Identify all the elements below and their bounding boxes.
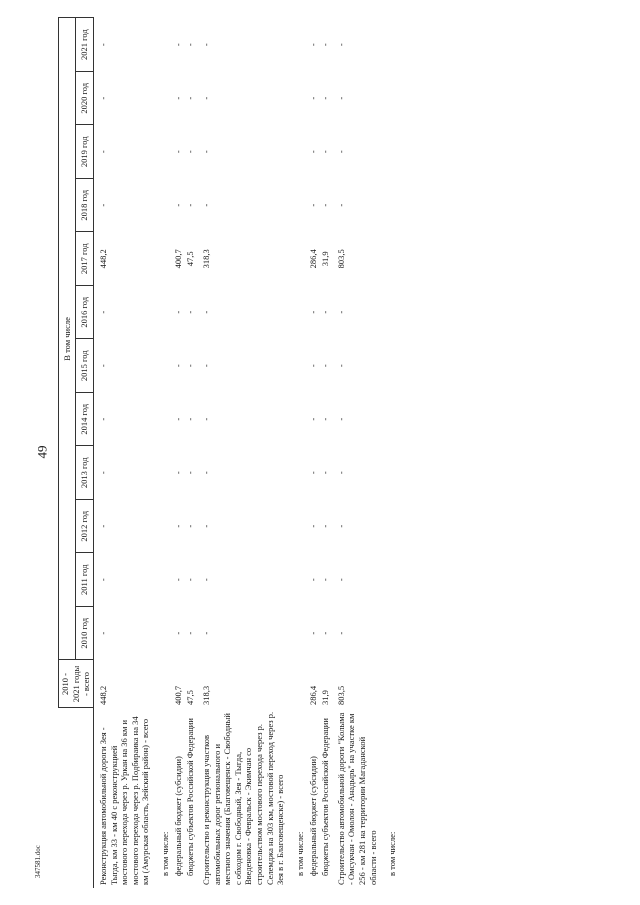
row-year-value: - [320,310,331,314]
row-year-value [287,339,307,393]
row-year-value [379,500,399,554]
row-year-value: - [335,364,346,368]
row-year-value [379,607,399,661]
row-year-value: - [185,578,196,582]
row-year-value: - [200,310,211,314]
row-year-value: - [185,203,196,207]
row-year-value [152,393,172,447]
row-year-value: - [200,417,211,421]
row-description: Строительство и реконструкция участков автомобильных дорог регионального и местного значения (Благовещенск - Свободный с обходом г. Свободный, Зея - Тыгда, Введеновка - Февральск - Экимчан со строительством мостового перехода через р. Селемджа на 303 км, мостовой переход через р. Зея в г. Благовещенске) - всего [200,711,286,885]
header-year: 2011 год [76,553,93,607]
row-year-value: - [200,631,211,635]
row-year-value: - [320,364,331,368]
row-year-value [287,125,307,179]
row-year-value [379,339,399,393]
table-header [59,18,94,888]
row-year-value: - [307,631,318,635]
row-year-value: - [200,96,211,100]
row-year-value: - [97,203,108,207]
row-year-value: - [307,578,318,582]
row-year-value: - [185,96,196,100]
row-year-value: - [307,364,318,368]
header-year: 2021 год [76,18,93,72]
table-row [307,18,320,888]
row-year-value: - [335,578,346,582]
table-row [152,18,172,888]
row-year-value [152,179,172,233]
row-year-value: - [307,524,318,528]
row-year-value: - [320,417,331,421]
row-year-value [379,18,399,72]
row-year-value: - [200,43,211,47]
row-year-value [152,553,172,607]
row-year-value: - [307,310,318,314]
header-year: 2014 год [76,393,93,447]
row-total: 400,7 [172,685,183,705]
row-year-value [152,339,172,393]
row-year-value: - [185,417,196,421]
document-id: 347581.doc [34,845,42,878]
row-year-value [287,607,307,661]
row-year-value: - [172,631,183,635]
row-year-value: - [172,364,183,368]
row-year-value: - [185,364,196,368]
row-year-value: - [335,631,346,635]
row-year-value [287,232,307,286]
row-total [379,660,399,708]
table-row [184,18,197,888]
row-year-value: - [200,524,211,528]
row-year-value: 318,3 [200,249,211,269]
row-year-value [379,179,399,233]
row-year-value [379,125,399,179]
row-year-value [287,286,307,340]
row-total: 448,2 [97,685,108,705]
row-year-value: - [320,471,331,475]
row-year-value: - [97,310,108,314]
row-year-value: - [97,631,108,635]
row-year-value: - [307,417,318,421]
row-year-value [287,500,307,554]
row-year-value: - [185,150,196,154]
header-year: 2013 год [76,446,93,500]
row-year-value: - [320,631,331,635]
row-year-value [379,393,399,447]
header-year: 2012 год [76,500,93,554]
row-year-value: - [200,203,211,207]
row-year-value [379,72,399,126]
row-year-value [152,72,172,126]
header-year: 2017 год [76,232,93,286]
row-total [287,660,307,708]
table-row [172,18,185,888]
row-year-value: - [172,203,183,207]
row-year-value: - [320,150,331,154]
table-body [93,18,399,888]
row-year-value: - [97,524,108,528]
row-year-value: - [320,578,331,582]
row-year-value [287,446,307,500]
row-year-value: - [97,43,108,47]
row-year-value: - [307,150,318,154]
rotated-table-container [58,18,618,888]
header-description [59,708,94,888]
row-description: федеральный бюджет (субсидии) [172,756,183,876]
row-year-value: - [320,203,331,207]
row-year-value: - [307,203,318,207]
row-total: 803,5 [335,685,346,705]
row-description: в том числе: [387,831,398,876]
table-row [379,18,399,888]
row-year-value [287,18,307,72]
row-description: федеральный бюджет (субсидии) [307,756,318,876]
row-year-value: - [97,578,108,582]
row-year-value [287,72,307,126]
row-year-value [152,446,172,500]
row-year-value: - [335,96,346,100]
row-year-value: 448,2 [97,249,108,269]
row-year-value: - [200,150,211,154]
row-description: бюджеты субъектов Российской Федерации [185,718,196,876]
header-year: 2015 год [76,339,93,393]
row-year-value: - [97,150,108,154]
row-year-value: - [335,43,346,47]
header-total: 2010 - 2021 годы - всего [59,660,94,708]
row-year-value: - [172,150,183,154]
row-year-value: - [185,631,196,635]
table-row [332,18,380,888]
row-year-value: - [172,310,183,314]
row-year-value: - [97,364,108,368]
row-year-value [287,393,307,447]
row-year-value: - [320,43,331,47]
page-number: 49 [34,445,49,459]
header-year: 2018 год [76,179,93,233]
row-year-value [152,607,172,661]
row-year-value [379,232,399,286]
row-year-value: - [200,578,211,582]
data-table [58,17,399,888]
row-year-value: - [185,43,196,47]
row-year-value: - [307,471,318,475]
table-row [287,18,307,888]
row-year-value: - [185,524,196,528]
table-row [319,18,332,888]
row-year-value: - [200,471,211,475]
row-year-value: - [335,524,346,528]
row-year-value [287,553,307,607]
header-year: 2020 год [76,72,93,126]
header-group: В том числе [59,18,76,660]
row-year-value [152,500,172,554]
row-year-value [379,286,399,340]
row-year-value: - [172,417,183,421]
row-description: в том числе: [294,831,305,876]
row-year-value: 803,5 [335,249,346,269]
row-year-value: 400,7 [172,249,183,269]
table-row [93,18,152,888]
row-year-value [379,446,399,500]
row-year-value: - [200,364,211,368]
row-year-value: 31,9 [320,251,331,267]
row-year-value: - [335,471,346,475]
row-year-value: - [172,43,183,47]
row-description: Реконструкция автомобильной дороги Зея - Тыгда, км 33 - км 40 с реконструкцией мостового перехода через р. Уркан на 36 км и мостового перехода через р. Подбираика на 34 км (Амурская область, Зейский район) - всего [97,716,151,885]
row-year-value: - [97,471,108,475]
row-year-value: - [320,96,331,100]
row-year-value: - [335,417,346,421]
row-year-value: - [307,43,318,47]
row-year-value [379,553,399,607]
table-row [197,18,287,888]
row-description: в том числе: [160,831,170,876]
row-year-value: - [172,471,183,475]
row-year-value [287,179,307,233]
row-year-value: - [335,310,346,314]
row-year-value: - [185,310,196,314]
row-year-value: 47,5 [185,251,196,267]
row-year-value [152,286,172,340]
row-year-value: - [335,203,346,207]
header-year: 2019 год [76,125,93,179]
row-year-value: - [172,578,183,582]
row-year-value [152,232,172,286]
row-year-value [152,18,172,72]
header-year: 2010 год [76,607,93,661]
row-year-value: - [172,524,183,528]
row-year-value: - [97,96,108,100]
row-total: 286,4 [307,685,318,705]
row-year-value: - [335,150,346,154]
row-total: 47,5 [185,690,196,705]
row-description: Строительство автомобильной дороги "Колыма - Омсукчан - Омолон - Анадырь" на участке км 256 - км 281 на территории Магаданской области - всего [335,712,378,885]
row-year-value: 286,4 [307,249,318,269]
row-year-value: - [185,471,196,475]
row-total: 31,9 [320,690,331,705]
row-description: бюджеты субъектов Российской Федерации [320,718,331,876]
row-total [152,660,172,708]
row-year-value: - [320,524,331,528]
row-year-value [152,125,172,179]
row-year-value: - [97,417,108,421]
header-year: 2016 год [76,286,93,340]
row-total: 318,3 [200,685,211,705]
row-year-value: - [172,96,183,100]
row-year-value: - [307,96,318,100]
